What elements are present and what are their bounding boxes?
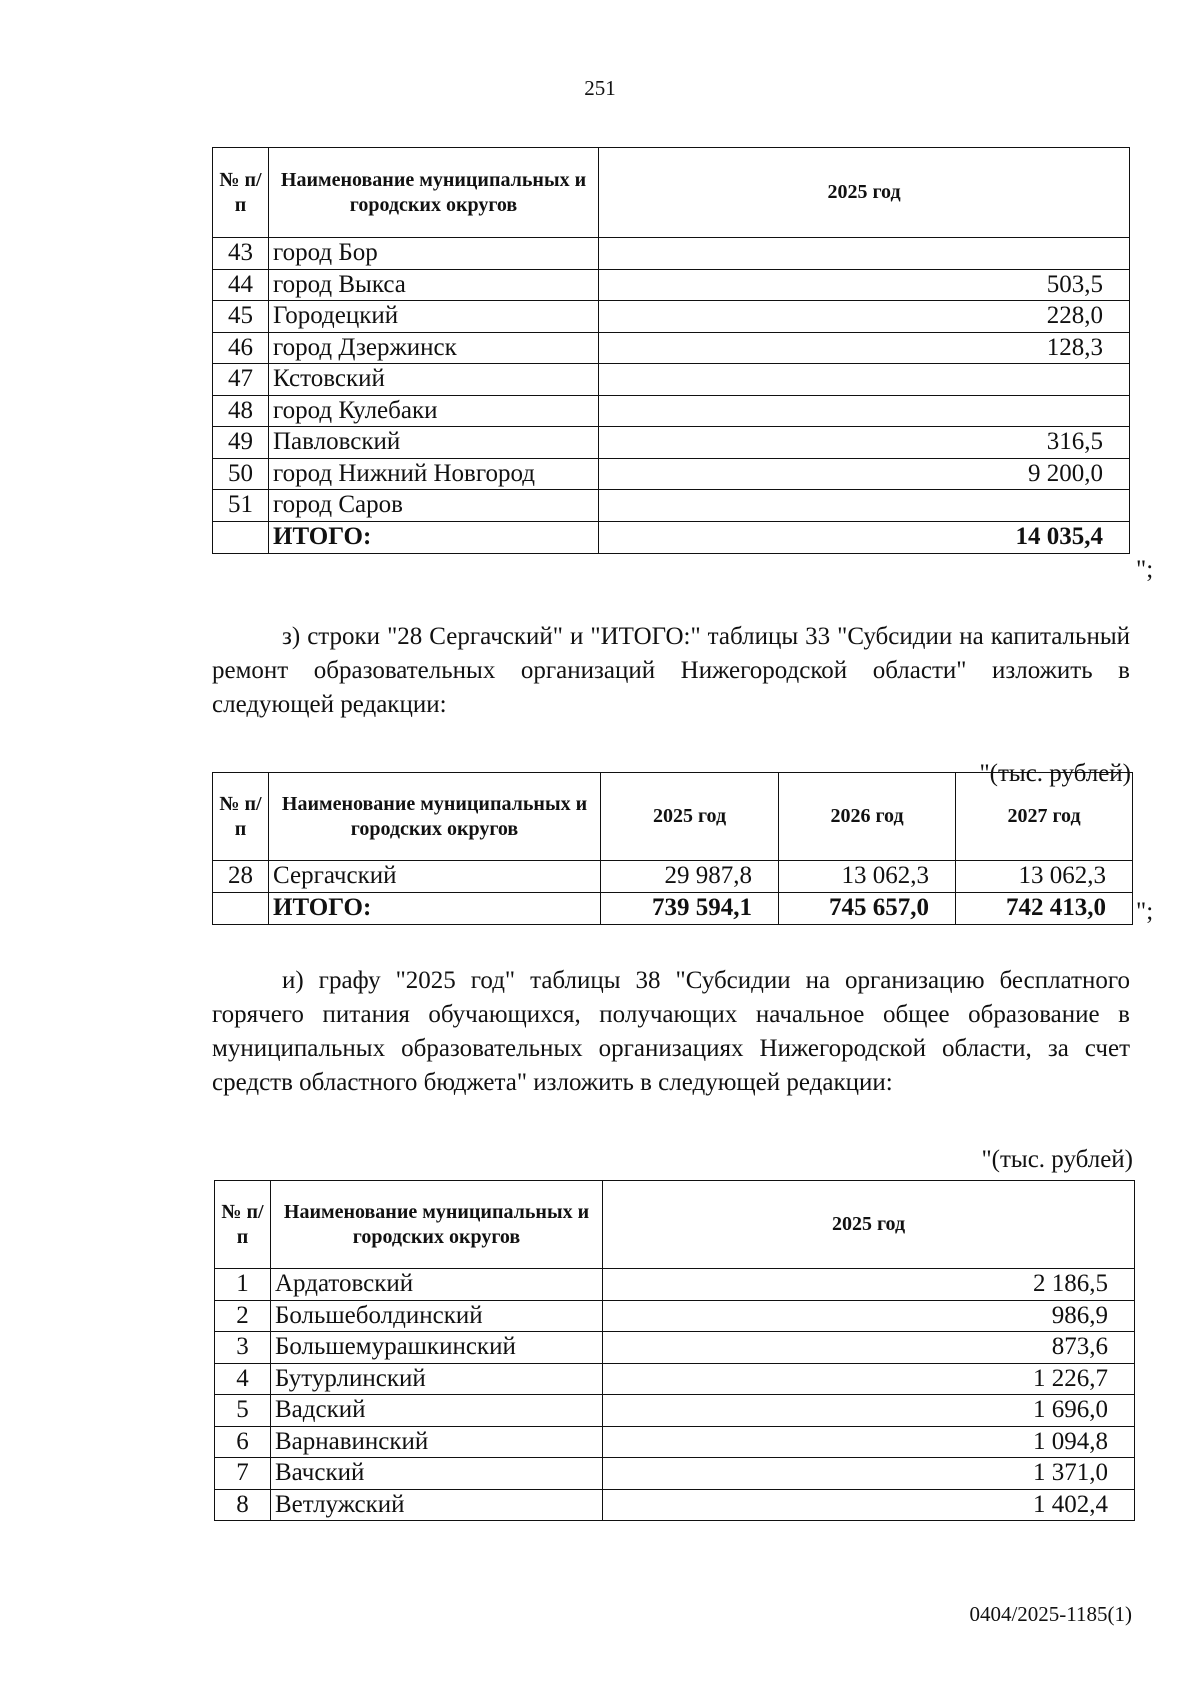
- header-2025: 2025 год: [603, 1181, 1135, 1269]
- table-row: [213, 395, 1130, 427]
- table-row: [215, 1426, 1135, 1458]
- page-number: 251: [584, 76, 616, 100]
- document-number: 0404/2025-1185(1): [969, 1602, 1132, 1626]
- paragraph-i-text: и) графу "2025 год" таблицы 38 "Субсидии на организацию бесплатного горячего питания обучающихся, получающих начальное общее образование в муниципальных образовательных организациях Нижегородской области, за счет средств областного бюджета" изложить в следующей редакции:: [212, 967, 1130, 1096]
- row-name: город Выкса: [269, 269, 599, 301]
- row-value-2025: [599, 395, 1130, 427]
- row-value-2027: 13 062,3: [956, 861, 1133, 893]
- header-num: № п/п: [213, 773, 269, 861]
- row-value-2025: 503,5: [599, 269, 1130, 301]
- row-number: 45: [213, 301, 269, 333]
- row-number: 48: [213, 395, 269, 427]
- row-value-2025: 1 226,7: [603, 1363, 1135, 1395]
- row-name: город Дзержинск: [269, 332, 599, 364]
- total-value-2027: 742 413,0: [956, 892, 1133, 925]
- header-2027: 2027 год: [956, 773, 1133, 861]
- row-number: 28: [213, 861, 269, 893]
- header-num: № п/п: [215, 1181, 271, 1269]
- table-2-closing-quote: ";: [1136, 898, 1154, 925]
- row-value-2025: 316,5: [599, 427, 1130, 459]
- header-name: Наименование муниципальных и городских округов: [269, 148, 599, 238]
- table-row: [215, 1489, 1135, 1521]
- row-name: город Саров: [269, 490, 599, 522]
- table-row: [213, 238, 1130, 270]
- unit-label-1: "(тыс. рублей): [979, 760, 1131, 787]
- row-value-2025: 1 696,0: [603, 1395, 1135, 1427]
- row-number: 44: [213, 269, 269, 301]
- table-row: [213, 861, 1133, 893]
- row-number: 50: [213, 458, 269, 490]
- row-number: 6: [215, 1426, 271, 1458]
- total-value-2025: 14 035,4: [599, 521, 1130, 554]
- row-value-2025: [599, 490, 1130, 522]
- table-row: [215, 1458, 1135, 1490]
- unit-label-2: "(тыс. рублей): [981, 1146, 1133, 1173]
- row-name: Бутурлинский: [271, 1363, 603, 1395]
- row-value-2025: 128,3: [599, 332, 1130, 364]
- row-number: 8: [215, 1489, 271, 1521]
- table-row: [213, 458, 1130, 490]
- row-value-2025: 29 987,8: [601, 861, 779, 893]
- table-row: [215, 1269, 1135, 1301]
- total-value-2026: 745 657,0: [779, 892, 956, 925]
- row-value-2025: 228,0: [599, 301, 1130, 333]
- table-1: [212, 147, 1130, 554]
- row-name: город Нижний Новгород: [269, 458, 599, 490]
- row-name: Большемурашкинский: [271, 1332, 603, 1364]
- row-value-2025: 1 094,8: [603, 1426, 1135, 1458]
- row-number: 4: [215, 1363, 271, 1395]
- total-number-cell: [213, 521, 269, 554]
- table-row: [213, 364, 1130, 396]
- total-label: ИТОГО:: [269, 521, 599, 554]
- header-2025: 2025 год: [599, 148, 1130, 238]
- row-value-2025: 1 371,0: [603, 1458, 1135, 1490]
- total-number-cell: [213, 892, 269, 925]
- row-number: 3: [215, 1332, 271, 1364]
- row-value-2025: 2 186,5: [603, 1269, 1135, 1301]
- table-row: [213, 490, 1130, 522]
- table-row: [213, 332, 1130, 364]
- total-label: ИТОГО:: [269, 892, 601, 925]
- row-name: Вачский: [271, 1458, 603, 1490]
- row-value-2025: 1 402,4: [603, 1489, 1135, 1521]
- table-3: [214, 1180, 1135, 1521]
- row-name: город Бор: [269, 238, 599, 270]
- row-name: Варнавинский: [271, 1426, 603, 1458]
- row-number: 46: [213, 332, 269, 364]
- table-row: [215, 1300, 1135, 1332]
- header-num: № п/п: [213, 148, 269, 238]
- row-name: Ветлужский: [271, 1489, 603, 1521]
- table-row: [215, 1395, 1135, 1427]
- row-number: 2: [215, 1300, 271, 1332]
- row-value-2025: 986,9: [603, 1300, 1135, 1332]
- header-name: Наименование муниципальных и городских округов: [271, 1181, 603, 1269]
- table-1-closing-quote: ";: [1136, 556, 1154, 583]
- header-name: Наименование муниципальных и городских округов: [269, 773, 601, 861]
- row-name: Большеболдинский: [271, 1300, 603, 1332]
- header-2026: 2026 год: [779, 773, 956, 861]
- table-row: [215, 1332, 1135, 1364]
- row-number: 47: [213, 364, 269, 396]
- row-number: 7: [215, 1458, 271, 1490]
- row-number: 43: [213, 238, 269, 270]
- row-name: Кстовский: [269, 364, 599, 396]
- table-2: [212, 772, 1133, 925]
- table-row: [213, 427, 1130, 459]
- table-row: [213, 269, 1130, 301]
- row-name: город Кулебаки: [269, 395, 599, 427]
- row-name: Ардатовский: [271, 1269, 603, 1301]
- row-name: Павловский: [269, 427, 599, 459]
- header-2025: 2025 год: [601, 773, 779, 861]
- row-value-2025: [599, 364, 1130, 396]
- row-value-2025: 873,6: [603, 1332, 1135, 1364]
- row-value-2025: 9 200,0: [599, 458, 1130, 490]
- row-number: 51: [213, 490, 269, 522]
- total-row: [213, 892, 1133, 925]
- table-header-row: [215, 1181, 1135, 1269]
- row-name: Вадский: [271, 1395, 603, 1427]
- row-name: Городецкий: [269, 301, 599, 333]
- table-row: [213, 301, 1130, 333]
- table-header-row: [213, 148, 1130, 238]
- table-header-row: [213, 773, 1133, 861]
- row-value-2026: 13 062,3: [779, 861, 956, 893]
- paragraph-z-text: з) строки "28 Сергачский" и "ИТОГО:" таблицы 33 "Субсидии на капитальный ремонт образовательных организаций Нижегородской области" изложить в следующей редакции:: [212, 623, 1130, 718]
- paragraph-i: [212, 964, 1130, 1100]
- table-row: [215, 1363, 1135, 1395]
- row-value-2025: [599, 238, 1130, 270]
- paragraph-z: [212, 620, 1130, 722]
- row-number: 49: [213, 427, 269, 459]
- total-value-2025: 739 594,1: [601, 892, 779, 925]
- row-name: Сергачский: [269, 861, 601, 893]
- row-number: 1: [215, 1269, 271, 1301]
- row-number: 5: [215, 1395, 271, 1427]
- total-row: [213, 521, 1130, 554]
